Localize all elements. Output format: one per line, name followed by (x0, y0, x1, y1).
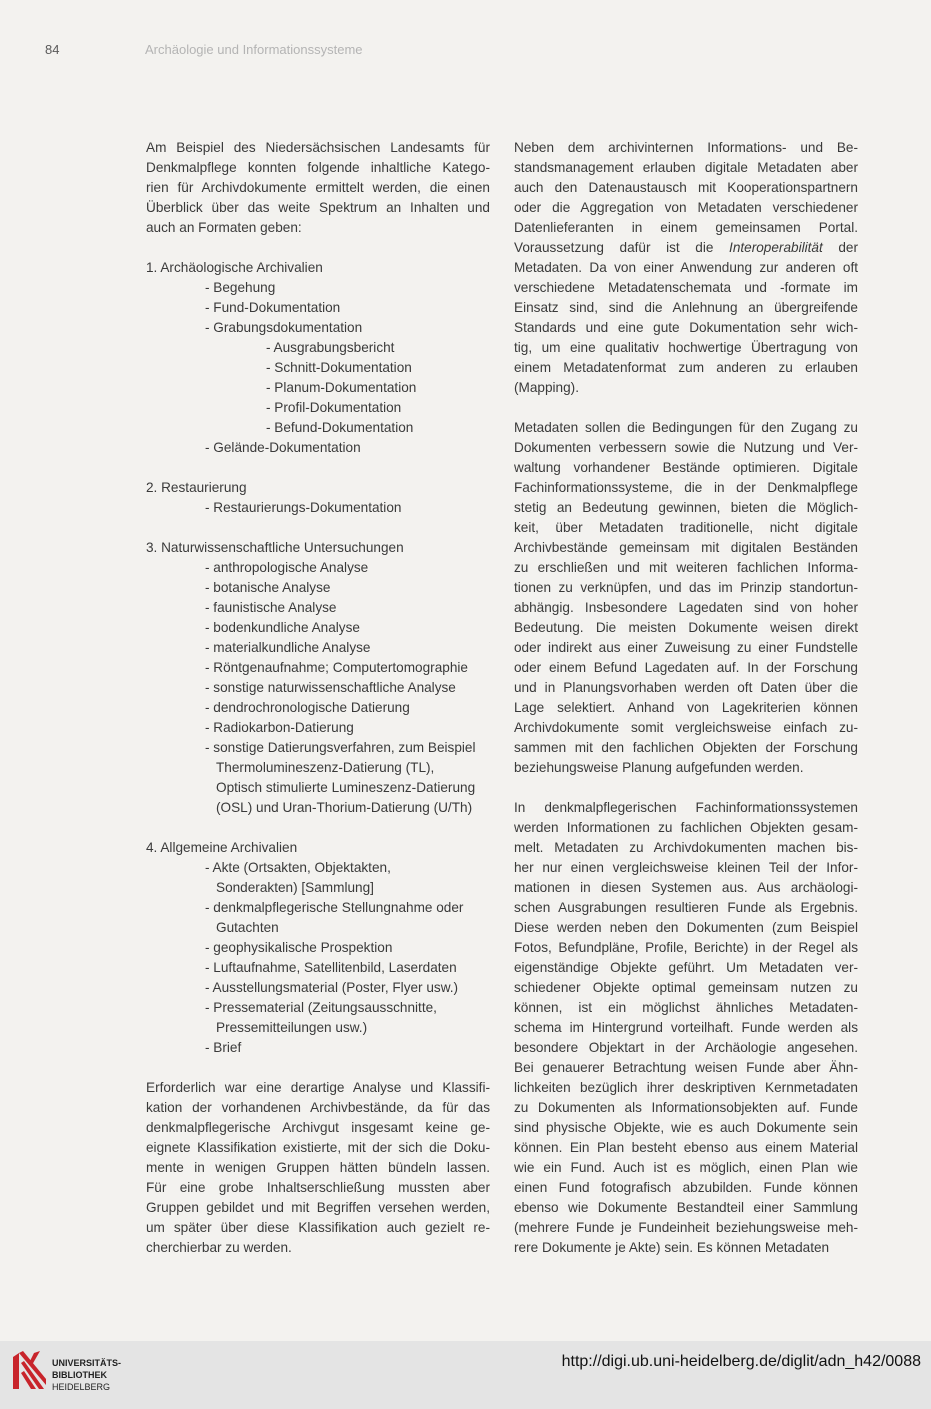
permalink-url: http://digi.ub.uni-heidelberg.de/diglit/adn_h42/0088 (561, 1353, 921, 1370)
list-item: - Gelände-Dokumentation (205, 440, 361, 455)
list-item: - botanische Analyse (205, 580, 331, 595)
text-line: können. Ein Plan besteht ebenso aus einem Material (514, 1140, 858, 1155)
text-line: kation der vorhandenen Archivbestände, da für das (146, 1100, 490, 1115)
text-line: und in Planungsvorhaben werden oft Daten über die (514, 680, 858, 695)
library-name-line: UNIVERSITÄTS- (52, 1358, 122, 1368)
sub-list-item: - Befund-Dokumentation (266, 420, 414, 435)
text-line: Erforderlich war eine derartige Analyse und Klassifi- (146, 1080, 490, 1095)
list-section (146, 258, 490, 458)
list-item-continuation: Sonderakten) [Sammlung] (216, 880, 374, 895)
text-line: Dokumenten verbessern sowie die Nutzung und Ver- (514, 440, 858, 455)
list-item: - Pressematerial (Zeitungsausschnitte, (205, 1000, 437, 1015)
list-item: - Röntgenaufnahme; Computertomographie (205, 660, 468, 675)
text-line: schen Ausgrabungen resultieren Funde als Ergebnis. (514, 900, 858, 915)
text-line: zu erschließen und mit weiteren fachlichen Informa- (514, 560, 858, 575)
text-line: cherchierbar zu werden. (146, 1240, 292, 1255)
text-line (514, 238, 858, 258)
list-item: - sonstige Datierungsverfahren, zum Beispiel (205, 740, 476, 755)
text-line: Metadaten sollen die Bedingungen für den Zugang zu (514, 420, 858, 435)
text-line: standsmanagement erlauben digitale Metadaten aber (514, 160, 858, 175)
text-line: sind physische Objekte, wie es auch Dokumente sein (514, 1120, 858, 1135)
text-line: besondere Objektart in der Archäologie angesehen. (514, 1040, 858, 1055)
list-item-continuation: Gutachten (216, 920, 279, 935)
list-item: - anthropologische Analyse (205, 560, 369, 575)
text-line: verschiedene Metadatenschemata und -formate im (514, 280, 858, 295)
list-heading: 1. Archäologische Archivalien (146, 260, 323, 275)
text-line: eigenständige Objekte geführt. Um Metadaten ver- (514, 960, 858, 975)
text-line: Fotos, Befundpläne, Profile, Berichte) in der Regel als (514, 940, 858, 955)
text-line: abhängig. Insbesondere Lagedaten sind von hoher (514, 600, 858, 615)
text-line: sammen mit den fachlichen Objekten der Forschung (514, 740, 858, 755)
text-line: stetig an Bedeutung gewinnen, bieten die Möglich- (514, 500, 858, 515)
text-line: mationen in diesen Systemen aus. Aus archäologi- (514, 880, 858, 895)
body-paragraph (514, 418, 858, 778)
text-line: Bei genauerer Betrachtung weisen Funde aber Ähn- (514, 1060, 858, 1075)
running-title: Archäologie und Informationssysteme (145, 42, 363, 57)
text-line: denkmalpflegerische Archivgut insgesamt keine ge- (146, 1120, 490, 1135)
intro-paragraph (146, 138, 490, 238)
left-column (146, 138, 490, 1258)
page-number: 84 (45, 42, 60, 57)
italic-term: Interoperabilität (729, 240, 823, 255)
text-line: einen Fund fotografisch abzubilden. Funde können (514, 1180, 858, 1195)
list-item: - Brief (205, 1040, 242, 1055)
list-item: - Akte (Ortsakten, Objektakten, (205, 860, 391, 875)
text-line: melt. Metadaten zu Archivdokumenten machen bis- (514, 840, 858, 855)
list-heading: 4. Allgemeine Archivalien (146, 840, 298, 855)
text-segment: der (822, 240, 858, 255)
text-line: rere Dokumente je Akte) sein. Es können Metadaten (514, 1240, 830, 1255)
list-item-continuation: Pressemitteilungen usw.) (216, 1020, 368, 1035)
text-line: Lage selektiert. Anhand von Lagekriterien können (514, 700, 858, 715)
list-item: - faunistische Analyse (205, 600, 337, 615)
list-item-continuation: Thermolumineszenz-Datierung (TL), (216, 760, 435, 775)
text-line: auch an Formaten geben: (146, 220, 302, 235)
list-item: - Luftaufnahme, Satellitenbild, Laserdaten (205, 960, 457, 975)
text-line: In denkmalpflegerischen Fachinformationssystemen (514, 800, 858, 815)
library-name-line: HEIDELBERG (52, 1382, 111, 1392)
list-section (146, 478, 490, 518)
body-paragraph (514, 138, 858, 398)
text-line: oder einem Befund Lagedaten auf. In der Forschung (514, 660, 858, 675)
list-item-continuation: (OSL) und Uran-Thorium-Datierung (U/Th) (216, 800, 473, 815)
text-line: oder die Aggregation von Metadaten verschiedener (514, 200, 858, 215)
text-line: (Mapping). (514, 380, 579, 395)
text-line: Diese werden neben den Dokumenten (zum Beispiel (514, 920, 858, 935)
text-line: auch den Datenaustausch mit Kooperationspartnern (514, 180, 858, 195)
text-line: lichkeiten bezüglich ihrer deskriptiven Kernmetadaten (514, 1080, 858, 1095)
text-line: tig, um eine qualitativ hochwertige Übertragung von (514, 340, 858, 355)
text-line: her nur einen vergleichsweise kleinen Teil der Infor- (514, 860, 858, 875)
text-line: Gruppen gebildet und mit Begriffen versehen werden, (146, 1200, 490, 1215)
list-section (146, 838, 490, 1058)
text-line: werden Informationen zu fachlichen Objekten gesam- (514, 820, 858, 835)
list-section (146, 538, 490, 818)
list-item: - Ausstellungsmaterial (Poster, Flyer usw.) (205, 980, 459, 995)
list-item: - materialkundliche Analyse (205, 640, 371, 655)
text-line: Archivdokumente somit vergleichsweise einfach zu- (514, 720, 858, 735)
text-line: Am Beispiel des Niedersächsischen Landesamts für (146, 140, 490, 155)
conclusion-paragraph (146, 1078, 490, 1258)
sub-list-item: - Profil-Dokumentation (266, 400, 402, 415)
text-line: keit, über Metadaten traditionelle, nicht digitale (514, 520, 858, 535)
text-line: rien für Archivdokumente ermittelt werden, die einen (146, 180, 490, 195)
text-line: Fachinformationssysteme, die in der Denkmalpflege (514, 480, 858, 495)
list-item: - geophysikalische Prospektion (205, 940, 393, 955)
list-item-continuation: Optisch stimulierte Lumineszenz-Datierung (216, 780, 476, 795)
text-line: wie ein Fund. Auch ist es möglich, einen Plan wie (514, 1160, 858, 1175)
text-line: Überblick über das weite Spektrum an Inhalten und (146, 200, 490, 215)
list-item: - Grabungsdokumentation (205, 320, 363, 335)
text-line: beziehungsweise Planung aufgefunden werden. (514, 760, 804, 775)
list-heading: 2. Restaurierung (146, 480, 247, 495)
list-item: - dendrochronologische Datierung (205, 700, 410, 715)
text-line: um später über diese Klassifikation auch gezielt re- (146, 1220, 490, 1235)
text-line: Neben dem archivinternen Informations- und Be- (514, 140, 858, 155)
body-paragraph (514, 798, 858, 1258)
text-line: einem Metadatenformat zum anderen zu erlauben (514, 360, 858, 375)
ub-logo-icon (10, 1349, 48, 1391)
library-name (52, 1357, 121, 1393)
list-item: - Begehung (205, 280, 276, 295)
text-line: Archivbestände gemeinsam mit digitalen Beständen (514, 540, 858, 555)
sub-list-item: - Planum-Dokumentation (266, 380, 417, 395)
text-line: waltung vorhandener Bestände optimieren. Digitale (514, 460, 858, 475)
text-line: oder indirekt aus einer Zuweisung zu einer Fundstelle (514, 640, 858, 655)
list-item: - Fund-Dokumentation (205, 300, 341, 315)
text-line: (mehrere Funde je Fundeinheit beziehungsweise meh- (514, 1220, 858, 1235)
library-name-line: BIBLIOTHEK (52, 1370, 107, 1380)
text-line: Standards und eine gute Dokumentation sehr wich- (514, 320, 858, 335)
text-line: Einsatz sind, sind die Anlehnung an übergreifende (514, 300, 858, 315)
library-footer (0, 1341, 931, 1409)
right-column (514, 138, 858, 1258)
list-item: - bodenkundliche Analyse (205, 620, 360, 635)
list-item: - Restaurierungs-Dokumentation (205, 500, 402, 515)
text-line: tionen zu verknüpfen, und das im Prinzip standortun- (514, 580, 858, 595)
text-line: eignete Klassifikation existierte, mit der sich die Doku- (146, 1140, 490, 1155)
list-item: - Radiokarbon-Datierung (205, 720, 354, 735)
text-line: können, ist ein möglichst ähnliches Metadaten- (514, 1000, 858, 1015)
text-line: Datenlieferanten in einem gemeinsamen Portal. (514, 220, 858, 235)
list-item: - denkmalpflegerische Stellungnahme oder (205, 900, 464, 915)
list-heading: 3. Naturwissenschaftliche Untersuchungen (146, 540, 404, 555)
text-line: Bedeutung. Die meisten Dokumente weisen direkt (514, 620, 858, 635)
text-line: Metadaten. Da von einer Anwendung zur anderen oft (514, 260, 858, 275)
text-line: Für eine grobe Inhaltserschließung mussten aber (146, 1180, 490, 1195)
sub-list-item: - Ausgrabungsbericht (266, 340, 395, 355)
text-line: schiedener Objekte optimal gemeinsam nutzen zu (514, 980, 858, 995)
text-line: Denkmalpflege konnten folgende inhaltliche Katego- (146, 160, 490, 175)
text-line: schema im Hintergrund vorteilhaft. Funde werden als (514, 1020, 858, 1035)
text-segment: Voraussetzung dafür ist die (514, 240, 730, 255)
text-line: zu Dokumenten als Informationsobjekten auf. Funde (514, 1100, 858, 1115)
list-item: - sonstige naturwissenschaftliche Analyse (205, 680, 456, 695)
text-line: ebenso wie Dokumente Bestandteil einer Sammlung (514, 1200, 858, 1215)
sub-list-item: - Schnitt-Dokumentation (266, 360, 412, 375)
text-line: mente in wenigen Gruppen hätten bündeln lassen. (146, 1160, 490, 1175)
